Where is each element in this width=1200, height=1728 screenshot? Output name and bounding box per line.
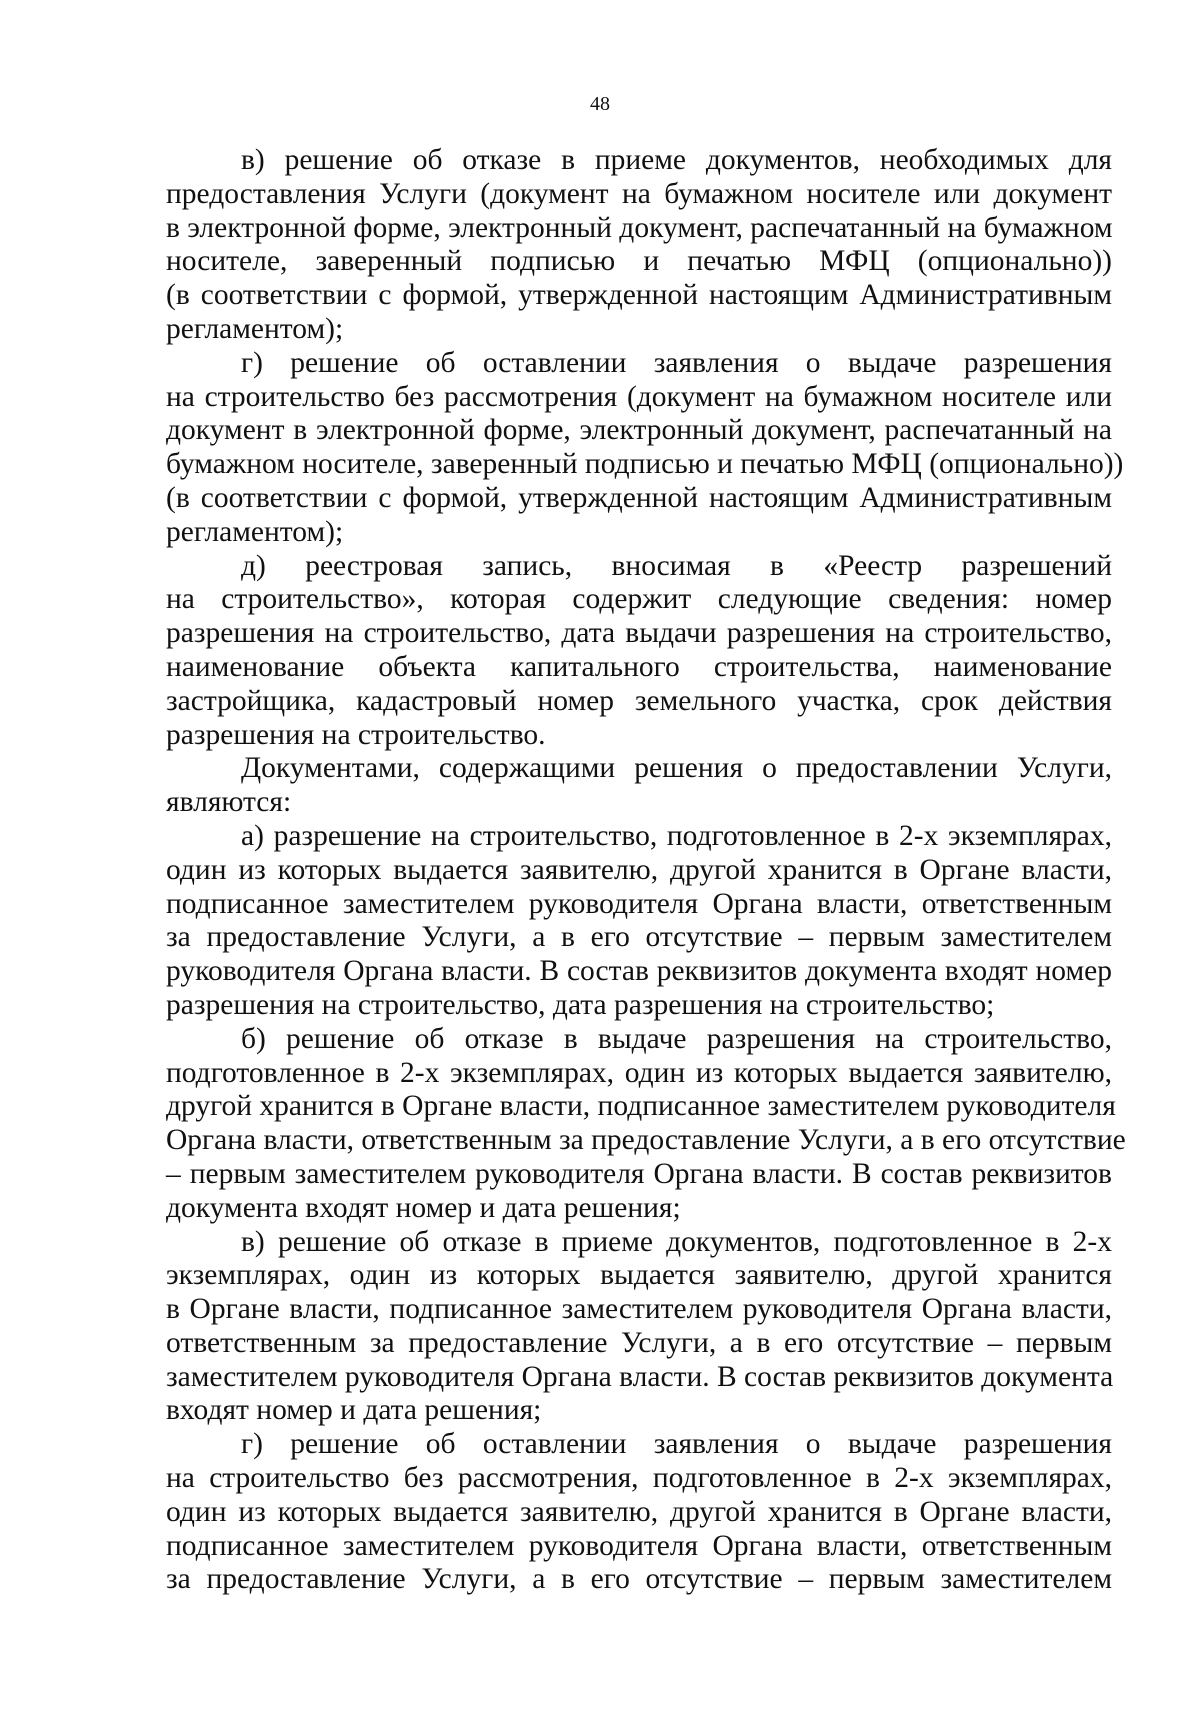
paragraph-v-refusal-receipt bbox=[166, 144, 1112, 347]
text-line: (в соответствии с формой, утвержденной настоящим Административным bbox=[166, 481, 1112, 514]
text-line: разрешения на строительство, дата разрешения на строительство; bbox=[166, 988, 995, 1021]
text-line: (в соответствии с формой, утвержденной настоящим Административным bbox=[166, 279, 1112, 312]
text-line: предоставления Услуги (документ на бумажном носителе или документ bbox=[166, 177, 1112, 210]
text-line: один из которых выдается заявителю, другой хранится в Органе власти, bbox=[166, 1495, 1112, 1528]
paragraph-b-refusal-permit bbox=[166, 1022, 1126, 1226]
text-line: застройщика, кадастровый номер земельного участка, срок действия bbox=[166, 684, 1112, 717]
text-line: в) решение об отказе в приеме документов, подготовленное в 2-х bbox=[241, 1225, 1112, 1258]
text-line: г) решение об оставлении заявления о выдаче разрешения bbox=[241, 346, 1112, 379]
text-line: подписанное заместителем руководителя Органа власти, ответственным bbox=[166, 1529, 1112, 1562]
text-line: подготовленное в 2-х экземплярах, один из которых выдается заявителю, bbox=[166, 1056, 1112, 1089]
paragraph-decision-documents-intro bbox=[166, 752, 1112, 820]
text-line: входят номер и дата решения; bbox=[166, 1394, 542, 1427]
text-line: разрешения на строительство, дата выдачи разрешения на строительство, bbox=[166, 617, 1112, 650]
text-line: бумажном носителе, заверенный подписью и печатью МФЦ (опционально)) bbox=[166, 448, 1124, 481]
page-number: 48 bbox=[590, 93, 610, 115]
text-line: за предоставление Услуги, а в его отсутствие – первым заместителем bbox=[166, 921, 1112, 954]
text-line: ответственным за предоставление Услуги, а в его отсутствие – первым bbox=[166, 1326, 1112, 1359]
text-line: подписанное заместителем руководителя Органа власти, ответственным bbox=[166, 887, 1112, 920]
text-line: в) решение об отказе в приеме документов, необходимых для bbox=[241, 144, 1112, 176]
text-line: Документами, содержащими решения о предоставлении Услуги, bbox=[241, 752, 1112, 785]
text-line: на строительство», которая содержит следующие сведения: номер bbox=[166, 583, 1112, 616]
paragraph-g-leave-without-review-prepared bbox=[166, 1428, 1112, 1597]
text-line: д) реестровая запись, вносимая в «Реестр разрешений bbox=[241, 549, 1112, 582]
paragraph-g-leave-without-review bbox=[166, 346, 1124, 550]
text-line: за предоставление Услуги, а в его отсутствие – первым заместителем bbox=[166, 1563, 1112, 1596]
text-line: – первым заместителем руководителя Органа власти. В состав реквизитов bbox=[166, 1157, 1112, 1190]
text-line: наименование объекта капитального строительства, наименование bbox=[166, 650, 1112, 683]
text-line: документ в электронной форме, электронный документ, распечатанный на bbox=[166, 414, 1112, 447]
text-line: другой хранится в Органе власти, подписанное заместителем руководителя bbox=[166, 1090, 1116, 1123]
paragraph-v-refusal-receipt-prepared bbox=[166, 1226, 1112, 1429]
text-line: заместителем руководителя Органа власти. В состав реквизитов документа bbox=[166, 1360, 1114, 1393]
text-line: б) решение об отказе в выдаче разрешения на строительство, bbox=[241, 1022, 1112, 1055]
text-line: регламентом); bbox=[166, 515, 344, 548]
text-line: носителе, заверенный подписью и печатью МФЦ (опционально)) bbox=[166, 245, 1112, 278]
document-body bbox=[166, 144, 1126, 1597]
text-line: на строительство без рассмотрения (документ на бумажном носителе или bbox=[166, 380, 1112, 413]
text-line: один из которых выдается заявителю, другой хранится в Органе власти, bbox=[166, 853, 1112, 886]
text-line: экземплярах, один из которых выдается заявителю, другой хранится bbox=[166, 1259, 1112, 1292]
text-line: г) решение об оставлении заявления о выдаче разрешения bbox=[241, 1428, 1112, 1461]
text-line: регламентом); bbox=[166, 312, 344, 345]
text-line: а) разрешение на строительство, подготовленное в 2-х экземплярах, bbox=[241, 819, 1112, 852]
paragraph-a-construction-permit bbox=[166, 820, 1112, 1023]
text-line: разрешения на строительство. bbox=[166, 718, 546, 751]
text-line: являются: bbox=[166, 786, 292, 819]
text-line: Органа власти, ответственным за предоставление Услуги, а в его отсутствие bbox=[166, 1124, 1126, 1157]
text-line: в Органе власти, подписанное заместителем руководителя Органа власти, bbox=[166, 1293, 1112, 1326]
text-line: руководителя Органа власти. В состав реквизитов документа входят номер bbox=[166, 955, 1112, 988]
text-line: на строительство без рассмотрения, подготовленное в 2-х экземплярах, bbox=[166, 1462, 1112, 1495]
text-line: в электронной форме, электронный документ, распечатанный на бумажном bbox=[166, 211, 1113, 244]
text-line: документа входят номер и дата решения; bbox=[166, 1191, 681, 1224]
paragraph-d-registry-record bbox=[166, 550, 1112, 753]
